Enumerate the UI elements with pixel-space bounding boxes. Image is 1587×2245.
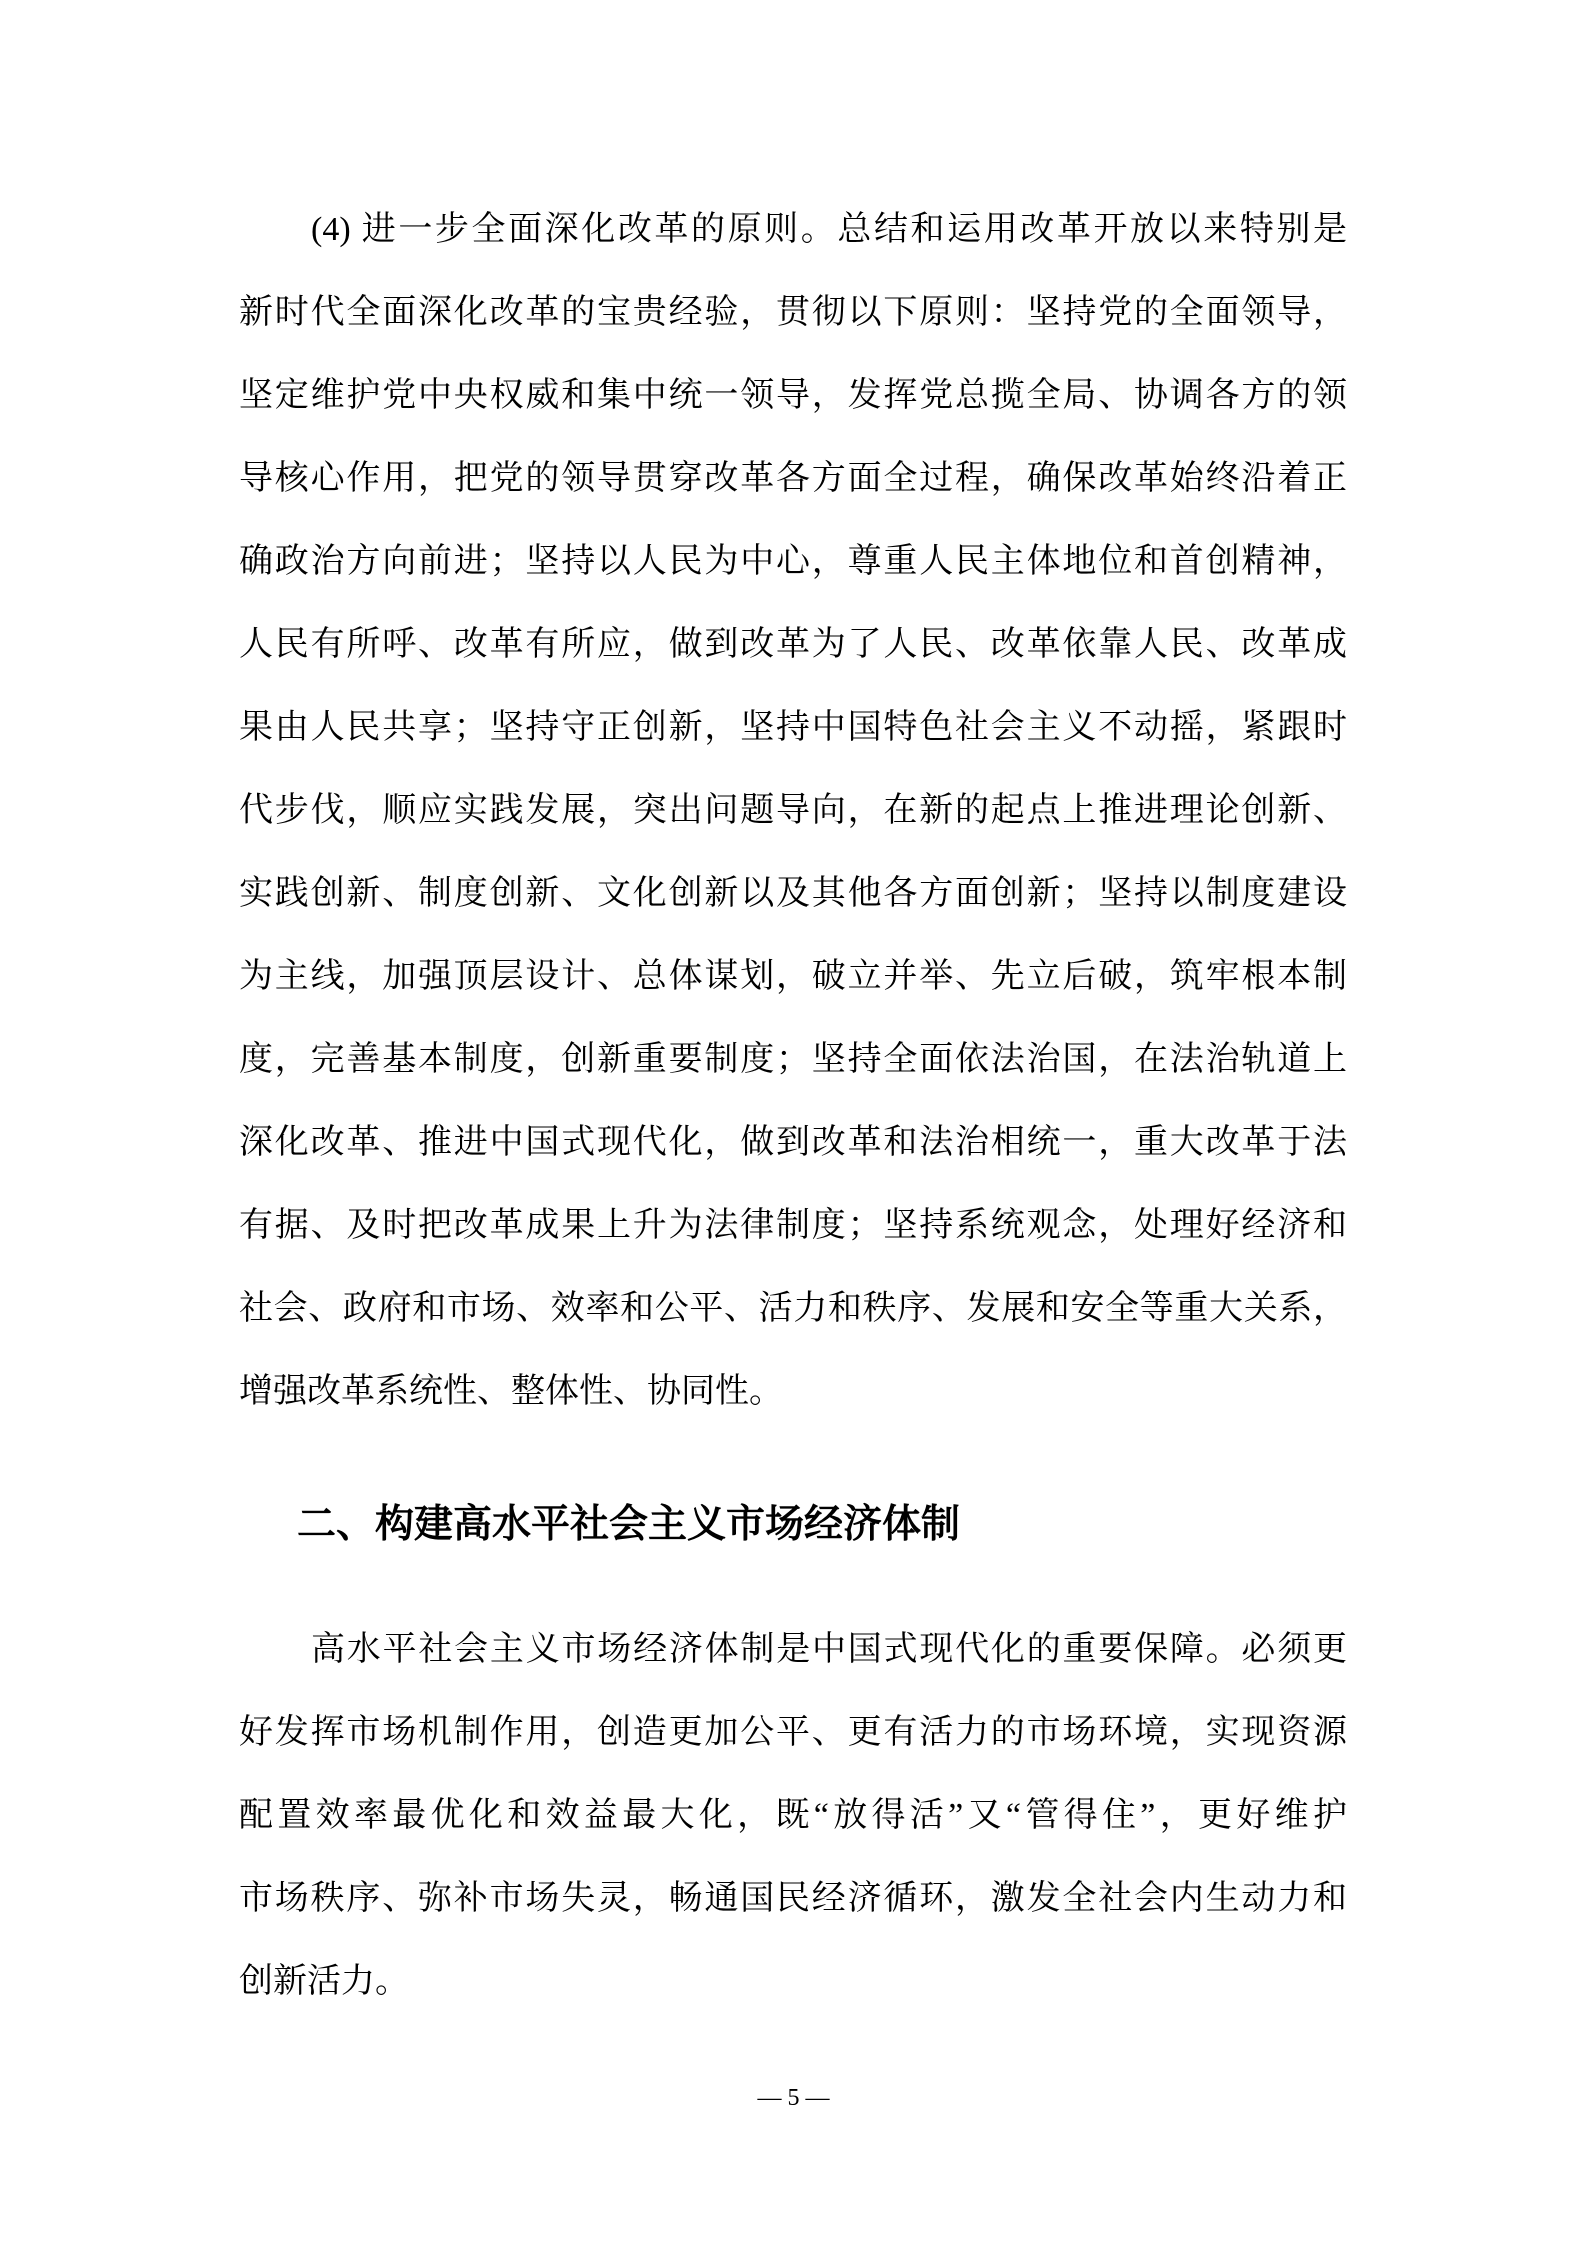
text-line: 有据、及时把改革成果上升为法律制度；坚持系统观念，处理好经济和 [239, 1207, 1347, 1244]
text-line: 人民有所呼、改革有所应，做到改革为了人民、改革依靠人民、改革成 [239, 626, 1347, 663]
paragraph-1 [239, 188, 1347, 1433]
text-line: 配置效率最优化和效益最大化，既“放得活”又“管得住”，更好维护 [239, 1797, 1347, 1834]
text-line: 为主线，加强顶层设计、总体谋划，破立并举、先立后破，筑牢根本制 [239, 958, 1347, 995]
text-line: 深化改革、推进中国式现代化，做到改革和法治相统一，重大改革于法 [239, 1124, 1347, 1161]
text-line: 高水平社会主义市场经济体制是中国式现代化的重要保障。必须更 [311, 1631, 1347, 1668]
text-line: 创新活力。 [239, 1963, 409, 2000]
text-line: 代步伐，顺应实践发展，突出问题导向，在新的起点上推进理论创新、 [239, 792, 1347, 829]
text-line: 增强改革系统性、整体性、协同性。 [239, 1373, 783, 1410]
paragraph-2 [239, 1608, 1347, 2023]
text-line: 市场秩序、弥补市场失灵，畅通国民经济循环，激发全社会内生动力和 [239, 1880, 1347, 1917]
text-line: (4) 进一步全面深化改革的原则。总结和运用改革开放以来特别是 [311, 211, 1347, 248]
text-line: 导核心作用，把党的领导贯穿改革各方面全过程，确保改革始终沿着正 [239, 460, 1347, 497]
text-line: 果由人民共享；坚持守正创新，坚持中国特色社会主义不动摇，紧跟时 [239, 709, 1347, 746]
text-line: 实践创新、制度创新、文化创新以及其他各方面创新；坚持以制度建设 [239, 875, 1347, 912]
page-body-text [239, 188, 1347, 2023]
text-line: 度，完善基本制度，创新重要制度；坚持全面依法治国，在法治轨道上 [239, 1041, 1347, 1078]
text-line: 确政治方向前进；坚持以人民为中心，尊重人民主体地位和首创精神， [239, 543, 1347, 580]
text-line: 新时代全面深化改革的宝贵经验，贯彻以下原则：坚持党的全面领导， [239, 294, 1347, 331]
section-heading: 二、构建高水平社会主义市场经济体制 [297, 1502, 961, 1547]
text-line: 坚定维护党中央权威和集中统一领导，发挥党总揽全局、协调各方的领 [239, 377, 1347, 414]
page-number: — 5 — [757, 2085, 830, 2111]
text-line: 好发挥市场机制作用，创造更加公平、更有活力的市场环境，实现资源 [239, 1714, 1347, 1751]
text-line: 社会、政府和市场、效率和公平、活力和秩序、发展和安全等重大关系， [239, 1290, 1347, 1327]
